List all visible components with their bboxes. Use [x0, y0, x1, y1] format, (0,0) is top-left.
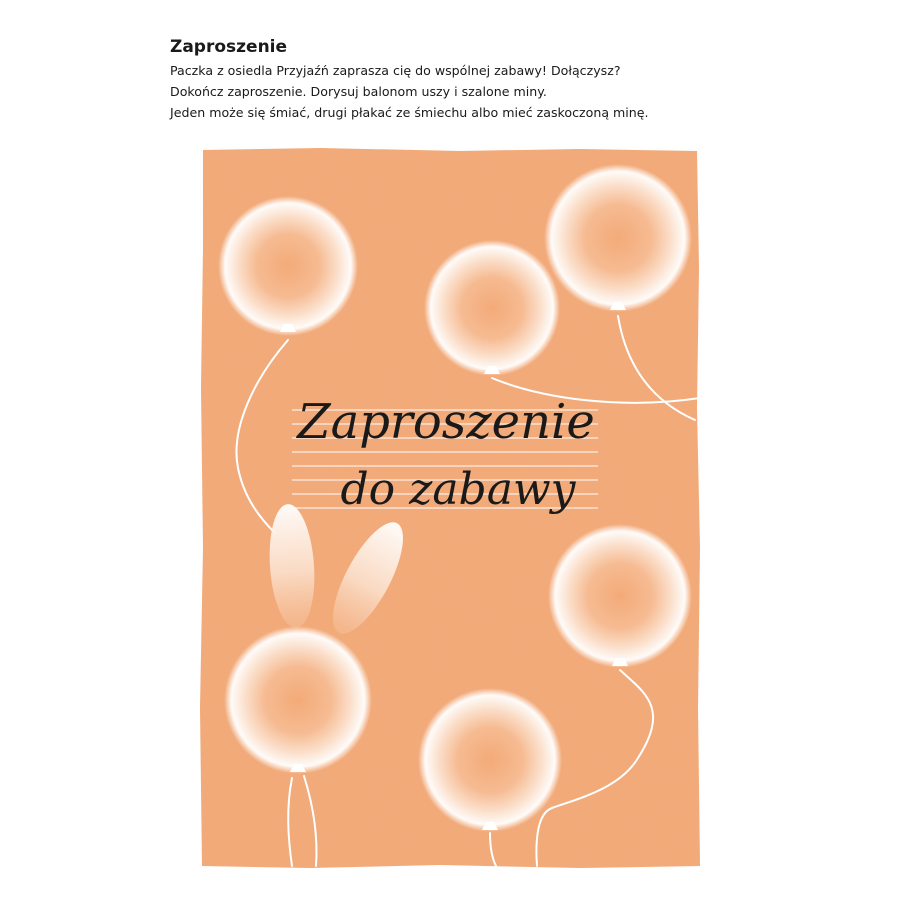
balloon-top-left [218, 196, 358, 336]
instructions-header [170, 36, 770, 123]
invitation-illustration [200, 148, 700, 868]
balloon-top-middle [424, 240, 560, 376]
handwriting-line-2: do zabawy [340, 464, 576, 515]
balloon-bunny [224, 626, 372, 774]
balloon-top-right [544, 164, 692, 312]
instruction-line-3: Jeden może się śmiać, drugi płakać ze śmiechu albo mieć zaskoczoną minę. [170, 105, 649, 120]
page-title: Zaproszenie [170, 37, 288, 57]
handwriting-line-1: Zaproszenie [297, 394, 595, 450]
balloon-middle-right [548, 524, 692, 668]
instruction-line-1: Paczka z osiedla Przyjaźń zaprasza cię do wspólnej zabawy! Dołączysz? [170, 63, 621, 78]
invitation-card [200, 148, 700, 868]
balloon-bottom-middle [418, 688, 562, 832]
instruction-line-2: Dokończ zaproszenie. Dorysuj balonom uszy i szalone miny. [170, 84, 547, 99]
